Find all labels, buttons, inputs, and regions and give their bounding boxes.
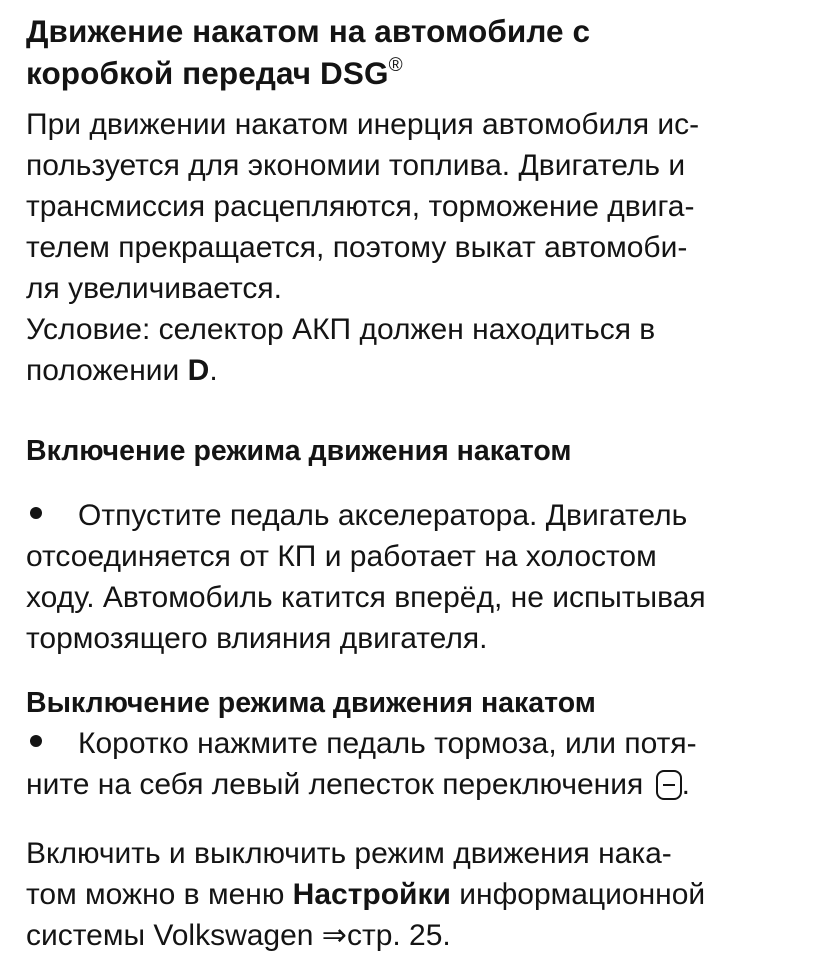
bullet-dot-icon [26,723,78,764]
selector-position: D [187,354,210,387]
bullet-dot-icon [26,495,78,536]
enable-first-line: Отпустите педаль акселератора. Двигатель [78,499,688,532]
footer-line-3: системы Volkswagen ⇒стр. 25. [26,919,451,952]
footer-paragraph [26,833,810,956]
condition-line-2-prefix: положении [26,354,188,387]
disable-instruction [26,723,810,805]
disable-rest-suffix: . [681,768,690,801]
enable-rest: отсоединяется от КП и работает на холостом ходу. Автомобиль катится вперёд, не испытывая тормозящего влияния двигателя. [26,540,706,655]
title-line-2: коробкой передач DSG [26,55,389,91]
condition-paragraph [26,309,810,391]
enable-heading: Включение режима движения накатом [26,435,572,467]
title-line-1: Движение накатом на автомобиле с [26,13,591,49]
footer-line-1: Включить и выключить режим движения нака- [26,837,672,870]
footer-line-2-suffix: информационной [450,878,706,911]
condition-line-2-suffix: . [209,354,218,387]
condition-line-1: Условие: селектор АКП должен находиться в [26,313,656,346]
enable-instruction [26,495,810,659]
disable-heading: Выключение режима движения накатом [26,687,596,719]
settings-menu-name: Настройки [292,878,451,911]
minus-paddle-icon [656,770,682,800]
disable-rest-prefix: ните на себя левый лепесток переключения [26,768,652,801]
footer-line-2-prefix: том можно в меню [26,878,293,911]
page-title [26,10,810,94]
disable-first-line: Коротко нажмите педаль тормоза, или потя- [78,727,697,760]
intro-paragraph: При движении накатом инерция автомобиля ис- пользуется для экономии топлива. Двигатель и трансмиссия расцепляются, торможение двига- телем прекращается, поэтому выкат автомоби- ля увеличивается. [26,108,700,305]
registered-mark: ® [388,55,403,76]
